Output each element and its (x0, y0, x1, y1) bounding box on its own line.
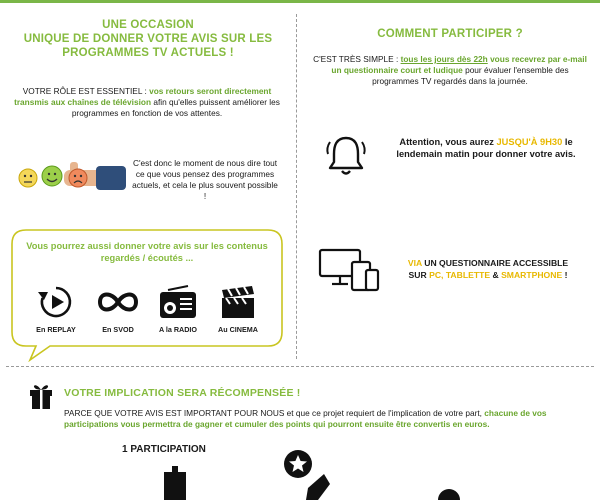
star-badge-icon (278, 448, 338, 500)
reward-title: VOTRE IMPLICATION SERA RÉCOMPENSÉE ! (64, 387, 301, 399)
section-divider (6, 366, 594, 367)
participation-paragraph: C'EST TRÈS SIMPLE : tous les jours dès 22h vous recevrez par e-mail un questionnaire court et ludique pour évaluer l'ensemble des programmes TV regardés dans la journée. (313, 54, 587, 86)
reward-paragraph: PARCE QUE VOTRE AVIS EST IMPORTANT POUR NOUS et que ce projet requiert de l'implication de votre part, chacune de vos participations vous permettra de gagner et cumuler des points qui pourront ensuite être convertis en euros. (64, 408, 547, 429)
gift-icon (28, 380, 54, 410)
attention-paragraph: Attention, vous aurez JUSQU'À 9H30 le lendemain matin pour donner votre avis. (396, 137, 576, 159)
via-paragraph: VIA UN QUESTIONNAIRE ACCESSIBLE SUR PC, TABLETTE & SMARTPHONE ! (407, 258, 569, 280)
clapperboard-icon (208, 284, 268, 320)
media-svod: En SVOD (88, 284, 148, 334)
coin-icon (436, 484, 462, 500)
feedback-smileys-illustration (12, 156, 132, 200)
media-radio: A la RADIO (148, 284, 208, 334)
top-accent-bar-right (300, 0, 600, 3)
right-title: COMMENT PARTICIPER ? (377, 28, 523, 40)
radio-icon (148, 284, 208, 320)
moment-paragraph: C'est donc le moment de nous dire tout ce que vous pensez des programmes actuels, et cela le plus souvent possible ! (132, 158, 278, 201)
left-title: UNE OCCASION UNIQUE DE DONNER VOTRE AVIS SUR LES PROGRAMMES TV ACTUELS ! (23, 19, 273, 59)
alarm-bell-icon (324, 132, 368, 178)
participation-count: 1 PARTICIPATION (122, 444, 206, 455)
top-accent-bar-left (0, 0, 300, 3)
devices-icon (316, 246, 382, 294)
role-paragraph: VOTRE RÔLE EST ESSENTIEL : vos retours seront directement transmis aux chaînes de télévision afin qu'elles puissent améliorer les programmes en fonction de vos attentes. (14, 86, 280, 118)
column-divider (296, 14, 297, 359)
trophy-icon (160, 462, 190, 500)
replay-icon (26, 284, 86, 320)
infinity-icon (88, 284, 148, 320)
media-cinema: Au CINEMA (208, 284, 268, 334)
bubble-text: Vous pourrez aussi donner votre avis sur les contenus regardés / écoutés ... (26, 241, 268, 263)
media-replay: En REPLAY (26, 284, 86, 334)
